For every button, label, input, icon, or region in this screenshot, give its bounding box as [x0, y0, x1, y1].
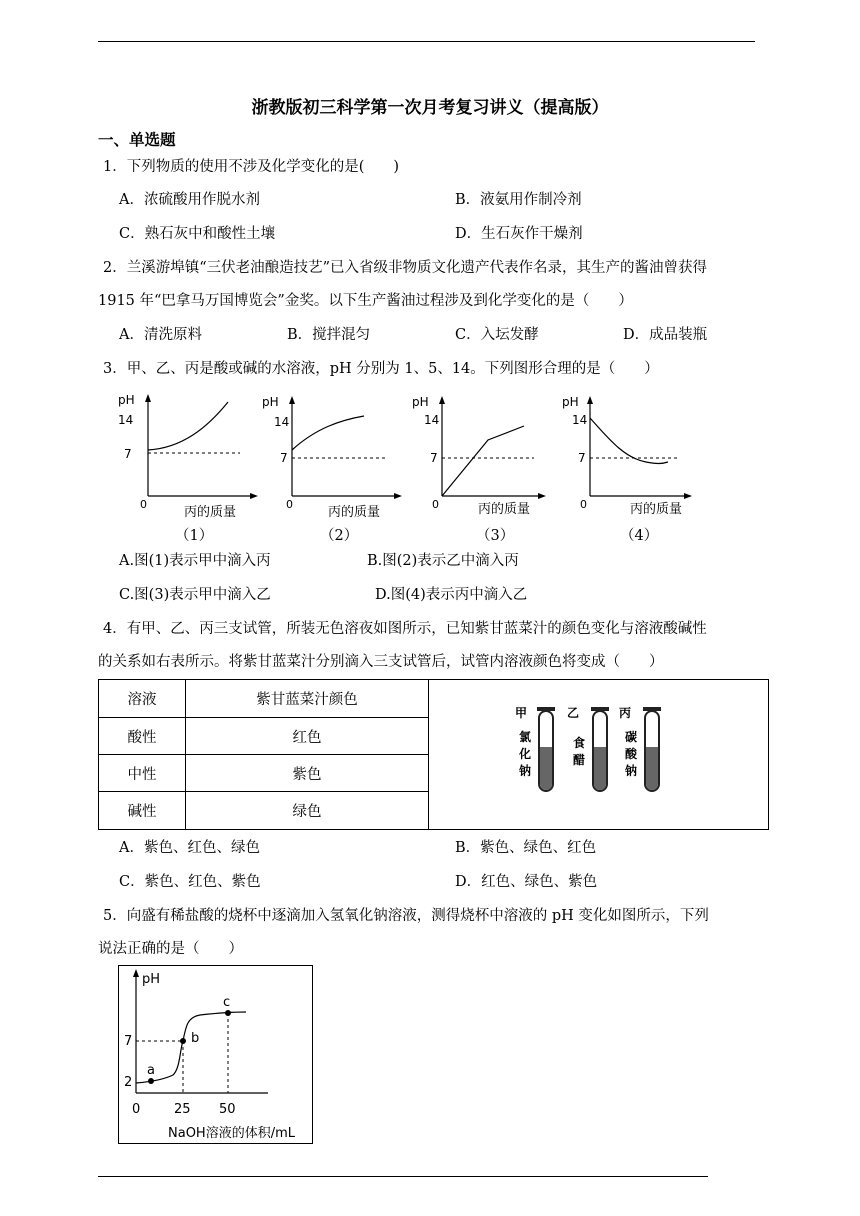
graph-origin: 0 — [140, 498, 147, 511]
graph-xlabel: 丙的质量 — [184, 505, 237, 520]
q5-ytick-7: 7 — [124, 1034, 133, 1049]
graph-xlabel: 丙的质量 — [630, 502, 683, 517]
q4-indicator-table — [98, 679, 769, 830]
q5-xtick-0: 0 — [132, 1102, 141, 1117]
q4-stem-line2: 的关系如右表所示。将紫甘蓝菜汁分别滴入三支试管后，试管内溶液颜色将变成（ ） — [98, 654, 664, 670]
q5-ylabel: pH — [142, 972, 161, 987]
table-header-color: 紫甘蓝菜汁颜色 — [186, 680, 429, 718]
top-rule — [98, 41, 755, 42]
q4-option-a: A．紫色、红色、绿色 — [119, 840, 260, 856]
graph-origin: 0 — [286, 498, 293, 511]
graph-curve — [442, 426, 524, 496]
tube-name-2-a: 食 — [572, 735, 585, 750]
q2-option-a: A．清洗原料 — [119, 327, 202, 343]
q1-option-b: B．液氨用作制冷剂 — [455, 192, 582, 208]
tube-tag-1: 甲 — [514, 705, 527, 720]
tube-name-3-a: 碳 — [624, 729, 637, 744]
section-heading: 一、单选题 — [98, 131, 176, 149]
q5-point-a — [148, 1078, 154, 1084]
graph-ylabel: pH — [262, 395, 279, 409]
table-header-solution: 溶液 — [99, 680, 186, 718]
q5-label-b: b — [191, 1031, 200, 1046]
q3-option-c: C.图(3)表示甲中滴入乙 — [119, 587, 271, 603]
tube-tag-2: 乙 — [566, 705, 579, 720]
q5-xlabel: NaOH溶液的体积/mL — [168, 1126, 295, 1141]
graph-tick-14: 14 — [424, 413, 440, 427]
tube-name-1-c: 钠 — [518, 763, 531, 778]
graph-tick-7: 7 — [280, 451, 288, 465]
graph-tick-14: 14 — [572, 413, 588, 427]
q4-option-d: D．红色、绿色、紫色 — [455, 874, 598, 890]
q5-xtick-50: 50 — [219, 1102, 236, 1117]
q2-option-d: D．成品装瓶 — [623, 327, 708, 343]
table-cell-basic: 碱性 — [99, 792, 186, 830]
q2-option-c: C．入坛发酵 — [455, 327, 539, 343]
q5-ph-graph — [118, 965, 314, 1149]
graph-curve — [148, 402, 228, 450]
q3-stem: 3．甲、乙、丙是酸或碱的水溶液，pH 分别为 1、5、14。下列图形合理的是（ ） — [103, 361, 659, 377]
q1-option-a: A．浓硫酸用作脱水剂 — [119, 192, 260, 208]
q3-graph-2-caption: （2） — [320, 528, 359, 544]
graph-xlabel: 丙的质量 — [328, 505, 381, 520]
table-cell-acidic: 酸性 — [99, 718, 186, 755]
q3-graph-1 — [112, 388, 262, 532]
q5-stem-line1: 5．向盛有稀盐酸的烧杯中逐滴加入氢氧化钠溶液，测得烧杯中溶液的 pH 变化如图所示，下列 — [103, 908, 709, 924]
tube-name-1-b: 化 — [518, 746, 531, 761]
graph-tick-14: 14 — [118, 413, 134, 427]
graph-tick-14: 14 — [274, 415, 290, 429]
tube-name-3-b: 酸 — [624, 746, 637, 761]
test-tubes-figure — [509, 703, 689, 803]
graph-curve — [292, 416, 364, 450]
q3-graph-1-caption: （1） — [175, 528, 214, 544]
q3-option-d: D.图(4)表示丙中滴入乙 — [375, 587, 528, 603]
graph-tick-7: 7 — [430, 451, 438, 465]
q4-option-c: C．紫色、红色、紫色 — [119, 874, 261, 890]
tube-name-2-b: 醋 — [572, 752, 585, 767]
graph-tick-7: 7 — [124, 447, 132, 461]
table-cell-red: 红色 — [186, 718, 429, 755]
q3-graph-4 — [546, 388, 696, 532]
q1-option-d: D．生石灰作干燥剂 — [455, 226, 583, 242]
q3-graph-2 — [256, 388, 406, 532]
graph-ylabel: pH — [118, 393, 135, 407]
q5-label-c: c — [223, 995, 231, 1010]
q3-graph-3-caption: （3） — [476, 528, 515, 544]
q5-ytick-2: 2 — [124, 1075, 133, 1090]
graph-tick-7: 7 — [578, 451, 586, 465]
table-cell-neutral: 中性 — [99, 755, 186, 792]
table-cell-purple: 紫色 — [186, 755, 429, 792]
tube-name-3-c: 钠 — [624, 763, 637, 778]
q5-point-c — [225, 1010, 231, 1016]
q4-stem-line1: 4．有甲、乙、丙三支试管，所装无色溶夜如图所示，已知紫甘蓝菜汁的颜色变化与溶液酸碱性 — [103, 621, 707, 637]
graph-xlabel: 丙的质量 — [478, 502, 531, 517]
q5-label-a: a — [147, 1063, 155, 1078]
q3-graph-4-caption: （4） — [620, 528, 659, 544]
graph-origin: 0 — [432, 498, 439, 511]
page-title: 浙教版初三科学第一次月考复习讲义（提高版） — [251, 98, 609, 118]
q5-stem-line2: 说法正确的是（ ） — [98, 941, 243, 957]
graph-ylabel: pH — [562, 395, 579, 409]
q2-option-b: B．搅拌混匀 — [287, 327, 371, 343]
tube-figure-cell — [429, 680, 769, 830]
q3-option-a: A.图(1)表示甲中滴入丙 — [119, 553, 271, 569]
q1-option-c: C．熟石灰中和酸性土壤 — [119, 226, 276, 242]
q5-xtick-25: 25 — [174, 1102, 191, 1117]
q5-point-b — [180, 1038, 186, 1044]
q4-option-b: B．紫色、绿色、红色 — [455, 840, 597, 856]
q2-stem-line2: 1915 年“巴拿马万国博览会”金奖。以下生产酱油过程涉及到化学变化的是（ ） — [98, 293, 633, 309]
table-cell-green: 绿色 — [186, 792, 429, 830]
q2-stem-line1: 2．兰溪游埠镇“三伏老油酿造技艺”已入省级非物质文化遗产代表作名录，其生产的酱油曾获得 — [103, 260, 708, 276]
graph-ylabel: pH — [412, 395, 429, 409]
q3-option-b: B.图(2)表示乙中滴入丙 — [367, 553, 519, 569]
bottom-rule — [98, 1176, 708, 1177]
graph-origin: 0 — [580, 498, 587, 511]
tube-tag-3: 丙 — [618, 705, 631, 720]
graph-curve — [590, 418, 668, 464]
q1-stem: 1．下列物质的使用不涉及化学变化的是( ) — [103, 159, 400, 175]
tube-name-1-a: 氯 — [518, 729, 531, 744]
q3-graph-3 — [400, 388, 550, 532]
